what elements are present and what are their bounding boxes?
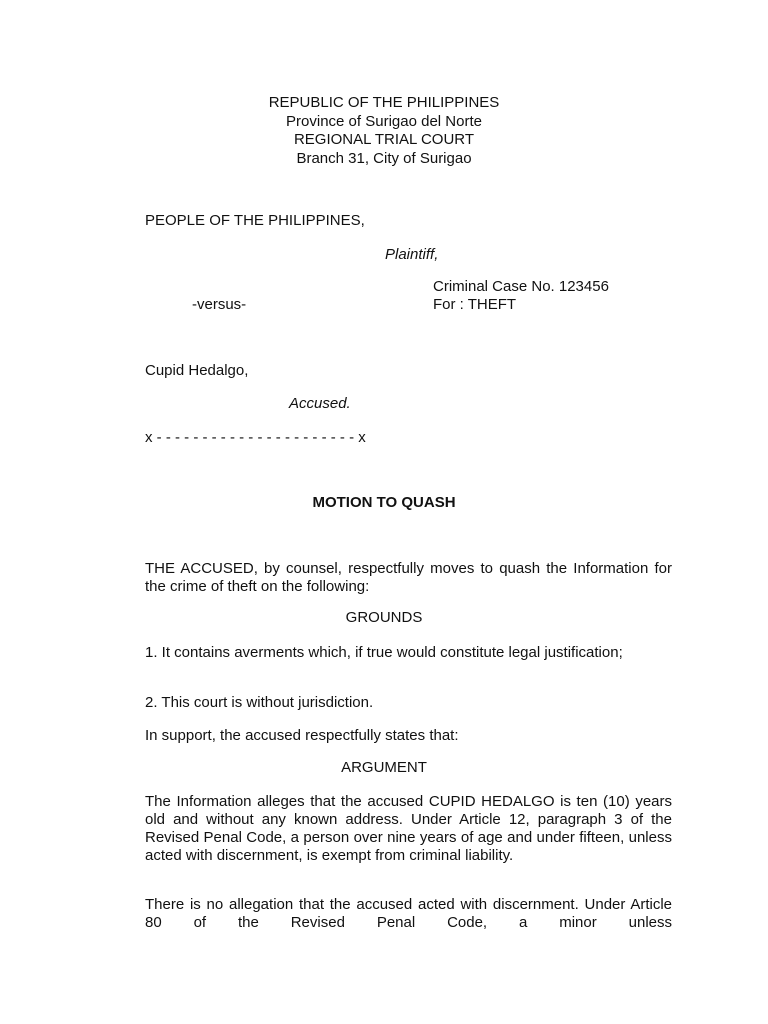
accused-label: Accused. [289, 395, 351, 412]
ground-2: 2. This court is without jurisdiction. [145, 694, 374, 711]
support-statement: In support, the accused respectfully states that: [145, 727, 459, 744]
ground-1: 1. It contains averments which, if true would constitute legal justification; [145, 644, 623, 661]
case-number: Criminal Case No. 123456 [433, 278, 609, 295]
argument-paragraph-2: There is no allegation that the accused acted with discernment. Under Article 80 of the Revised Penal Code, a minor unless [145, 896, 672, 931]
header-branch: Branch 31, City of Surigao [296, 149, 472, 167]
plaintiff-label: Plaintiff, [385, 246, 439, 263]
versus-label: -versus- [192, 296, 247, 313]
document-title: MOTION TO QUASH [312, 494, 456, 511]
header-province: Province of Surigao del Norte [286, 112, 482, 130]
charge-label: For : THEFT [433, 296, 517, 313]
header-republic: REPUBLIC OF THE PHILIPPINES [268, 94, 500, 111]
grounds-heading: GROUNDS [345, 609, 423, 626]
caption-separator: x - - - - - - - - - - - - - - - - - - - - - - x [145, 429, 366, 446]
argument-paragraph-1: The Information alleges that the accused CUPID HEDALGO is ten (10) years old and without any known address. Under Article 12, paragraph 3 of the Revised Penal Code, a person over nine years of age and under fifteen, unless acted with discernment, is exempt from criminal liability. [145, 793, 672, 864]
header-court: REGIONAL TRIAL COURT [293, 131, 475, 148]
intro-paragraph: THE ACCUSED, by counsel, respectfully moves to quash the Information for the crime of theft on the following: [145, 560, 672, 595]
court-header [0, 94, 768, 168]
plaintiff-name: PEOPLE OF THE PHILIPPINES, [145, 212, 365, 229]
accused-name: Cupid Hedalgo, [145, 362, 249, 379]
argument-heading: ARGUMENT [341, 759, 427, 776]
